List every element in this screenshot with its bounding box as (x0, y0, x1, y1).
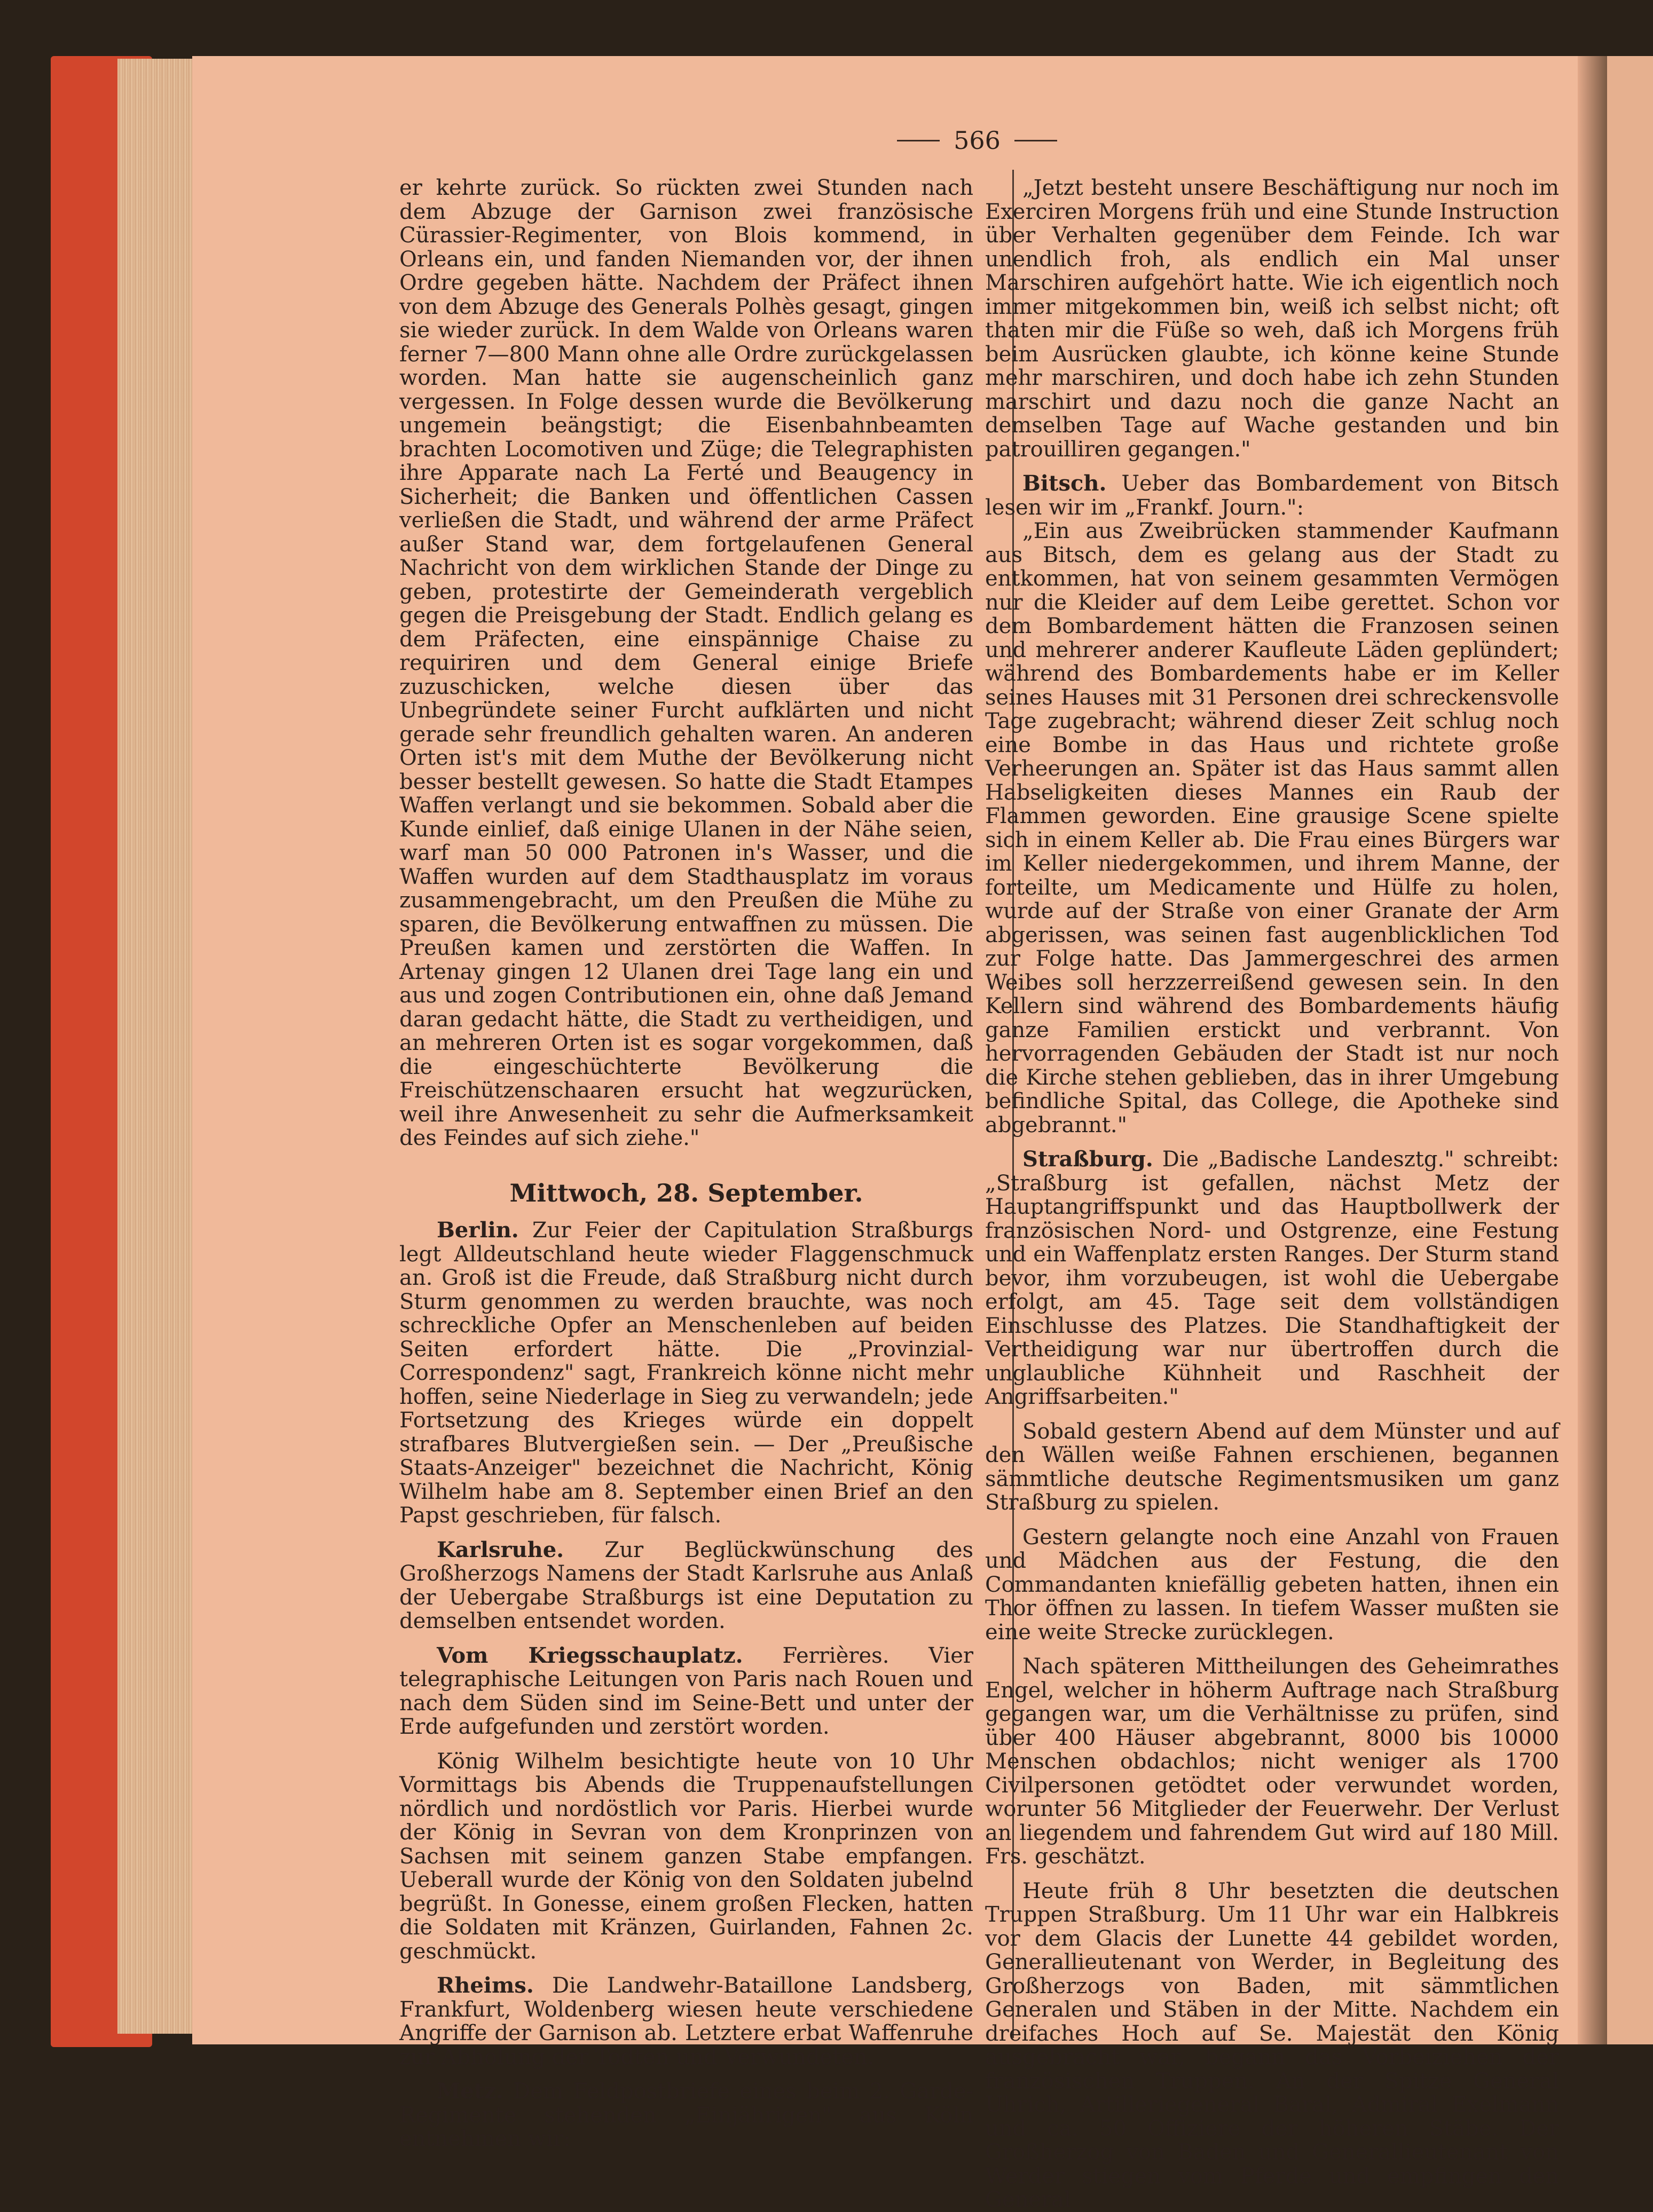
header-rule-right (1014, 140, 1057, 141)
place-lead: Karlsruhe. (437, 1537, 564, 1562)
date-heading: Mittwoch, 28. September. (509, 1178, 863, 1207)
paragraph: Sobald gestern Abend auf dem Münster und auf den Wällen weiße Fahnen erschienen, begannen sämmtliche deutsche Regimentsmusiken um ganz Straßburg zu spielen. (985, 1419, 1559, 1515)
book-gutter (1578, 56, 1607, 2044)
paragraph: er kehrte zurück. So rückten zwei Stunden nach dem Abzuge der Garnison zwei französische Cürassier-Regimenter, von Blois kommend, in Orleans ein, und fanden Niemanden vor, der ihnen Ordre gegeben hätte. Nachdem der Präfect ihnen von dem Abzuge des Generals Polhès gesagt, gingen sie wieder zurück. In dem Walde von Orleans waren ferner 7—800 Mann ohne alle Ordre zurückgelassen worden. Man hatte sie augenscheinlich ganz vergessen. In Folge dessen wurde die Bevölkerung ungemein beängstigt; die Eisenbahnbeamten brachten Locomotiven und Züge; die Telegraphisten ihre Apparate nach La Ferté und Beaugency in Sicherheit; die Banken und öffentlichen Cassen verließen die Stadt, und während der arme Präfect außer Stand war, dem fortgelaufenen General Nachricht von dem wirklichen Stande der Dinge zu geben, protestirte der Gemeinderath vergeblich gegen die Preisgebung der Stadt. Endlich gelang es dem Präfecten, eine einspännige Chaise zu requiriren und dem General einige Briefe zuzuschicken, welche diesen über das Unbegründete seiner Furcht aufklärten und nicht gerade sehr freundlich gehalten waren. An anderen Orten ist's mit dem Muthe der Bevölkerung nicht besser bestellt gewesen. So hatte die Stadt Etampes Waffen verlangt und sie bekommen. Sobald aber die Kunde einlief, daß einige Ulanen in der Nähe seien, warf man 50 000 Patronen in's Wasser, und die Waffen wurden auf dem Stadthausplatz im voraus zusammengebracht, um den Preußen die Mühe zu sparen, die Bevölkerung entwaffnen zu müssen. Die Preußen kamen und zerstörten die Waffen. In Artenay gingen 12 Ulanen drei Tage lang ein und aus und zogen Contributionen ein, ohne daß Jemand daran gedacht hätte, die Stadt zu vertheidigen, und an mehreren Orten ist es sogar vorgekommen, daß die eingeschüchterte Bevölkerung die Freischützenschaaren ersucht hat wegzurücken, weil ihre Anwesenheit zu sehr die Aufmerksamkeit des Feindes auf sich ziehe." (399, 176, 973, 1150)
left-column (399, 176, 973, 2151)
paragraph-text: Die Landwehr-Bataillone Landsberg, Frankfurt, Woldenberg wiesen heute verschiedene Angriffe der Garnison ab. Letztere erbat Waffenruhe zur Abholung der Todten und Verwundeten. (399, 1973, 973, 2069)
place-lead: Straßburg. (1022, 1147, 1153, 1172)
paragraph (399, 2080, 973, 2151)
paragraph: Heute früh 8 Uhr besetzten die deutschen Truppen Straßburg. Um 11 Uhr war ein Halbkreis vor dem Glacis der Lunette 44 gebildet worden, Generallieutenant von Werder, in Begleitung des Großherzogs von Baden, mit sämmtlichen Generalen und Stäben in der Mitte. Nachdem ein dreifaches Hoch auf Se. Majestät den König ausgebracht war, begann das Vorbeiziehen der französischen Truppen. An der Spitze General Uhrich, Artilleriegeneral Baral, Admiral Exelmann und ca. 50 Offiziere der höheren Stäbe. Der Großherzog von Baden und Generallieutenant von Werder stiegen vom Pferde und empfingen den General (985, 1878, 1559, 2212)
place-lead: Rheims. (437, 1973, 534, 1998)
place-lead: Berlin. (437, 1218, 519, 1243)
paragraph (399, 1538, 973, 1633)
page-header (886, 122, 1068, 159)
place-lead: Vom Kriegsschauplatz. (437, 1642, 743, 1668)
paragraph-text: Ueber das Bombardement von Bitsch lesen wir im „Frankf. Journ.": (985, 471, 1559, 520)
header-rule-left (897, 140, 940, 141)
paragraph (399, 1219, 973, 1528)
place-lead: Bitsch. (1022, 471, 1107, 496)
paragraph (985, 1148, 1559, 1409)
paragraph-text: Dem Feldpostbriefe eines beim 2. Garde-Regimente stehenden „Einjährigen" aus Köln entnehmen wir: (399, 2079, 973, 2151)
paragraph: „Ein aus Zweibrücken stammender Kaufmann aus Bitsch, dem es gelang aus der Stadt zu entkommen, hat von seinem gesammten Vermögen nur die Kleider auf dem Leibe gerettet. Schon vor dem Bombardement hätten die Franzosen seinen und mehrerer anderer Kaufleute Läden geplündert; während des Bombardements habe er im Keller seines Hauses mit 31 Personen drei schreckensvolle Tage zugebracht; während dieser Zeit schlug noch eine Bombe in das Haus und richtete große Verheerungen an. Später ist das Haus sammt allen Habseligkeiten dieses Mannes ein Raub der Flammen geworden. Eine grausige Scene spielte sich in einem Keller ab. Die Frau eines Bürgers war im Keller niedergekommen, und ihrem Manne, der forteilte, um Medicamente und Hülfe zu holen, wurde auf der Straße von einer Granate der Arm abgerissen, was seinen fast augenblicklichen Tod zur Folge hatte. Das Jammergeschrei des armen Weibes soll herzzerreißend gewesen sein. In den Kellern sind während des Bombardements häufig ganze Familien erstickt und verbrannt. Von hervorragenden Gebäuden der Stadt ist nur noch die Kirche stehen geblieben, das in ihrer Umgebung befindliche Spital, das College, die Apotheke sind abgebrannt." (985, 519, 1559, 1137)
paragraph (399, 1644, 973, 1739)
paragraph-text: Ferrières. Vier telegraphische Leitungen von Paris nach Rouen und nach dem Süden sind im Seine-Bett und unter der Erde aufgefunden und zerstört worden. (399, 1643, 974, 1739)
right-column (985, 176, 1559, 2212)
paragraph-text: Die „Badische Landesztg." schreibt: „Straßburg ist gefallen, nächst Metz der Hauptangriffspunkt und das Hauptbollwerk der französischen Nord- und Ostgrenze, eine Festung und ein Waffenplatz ersten Ranges. Der Sturm stand bevor, ihm vorzubeugen, ist wohl die Uebergabe erfolgt, am 45. Tage seit dem vollständigen Einschlusse des Platzes. Die Standhaftigkeit der Vertheidigung war nur übertroffen durch die unglaubliche Kühnheit und Raschheit der Angriffsarbeiten." (985, 1147, 1559, 1409)
page-number: 566 (954, 126, 1001, 155)
paragraph: König Wilhelm besichtigte heute von 10 Uhr Vormittags bis Abends die Truppenaufstellungen nördlich und nordöstlich vor Paris. Hierbei wurde der König in Sevran von dem Kronprinzen von Sachsen mit seinem ganzen Stabe empfangen. Ueberall wurde der König von den Soldaten jubelnd begrüßt. In Gonesse, einem großen Flecken, hatten die Soldaten mit Kränzen, Guirlanden, Fahnen 2c. geschmückt. (399, 1749, 973, 1964)
facing-page-edge (1607, 56, 1653, 2044)
paragraph-text: Zur Feier der Capitulation Straßburgs legt Alldeutschland heute wieder Flaggenschmuck an. Groß ist die Freude, daß Straßburg nicht durch Sturm genommen zu werden brauchte, was noch schreckliche Opfer an Menschenleben auf beiden Seiten erfordert hätte. Die „Provinzial-Correspondenz" sagt, Frankreich könne nicht mehr hoffen, seine Niederlage in Sieg zu verwandeln; jede Fortsetzung des Krieges würde ein doppelt strafbares Blutvergießen sein. — Der „Preußische Staats-Anzeiger" bezeichnet die Nachricht, König Wilhelm habe am 8. September einen Brief an den Papst geschrieben, für falsch. (399, 1218, 973, 1528)
paragraph-text: Zur Beglückwünschung des Großherzogs Namens der Stadt Karlsruhe aus Anlaß der Uebergabe Straßburgs ist eine Deputation zu demselben entsendet worden. (399, 1537, 973, 1633)
paragraph (399, 1974, 973, 2069)
paragraph: Nach späteren Mittheilungen des Geheimrathes Engel, welcher in höherm Auftrage nach Straßburg gegangen war, um die Verhältnisse zu prüfen, sind über 400 Häuser abgebrannt, 8000 bis 10000 Menschen obdachlos; nicht weniger als 1700 Civilpersonen getödtet oder verwundet worden, worunter 56 Mitglieder der Feuerwehr. Der Verlust an liegendem und fahrendem Gut wird auf 180 Mill. Frs. geschätzt. (985, 1654, 1559, 1869)
paragraph: Gestern gelangte noch eine Anzahl von Frauen und Mädchen aus der Festung, die den Commandanten kniefällig gebeten hatten, ihnen ein Thor öffnen zu lassen. In tiefem Wasser mußten sie eine weite Strecke zurücklegen. (985, 1524, 1559, 1645)
paragraph (985, 472, 1559, 519)
paragraph: „Jetzt besteht unsere Beschäftigung nur noch im Exerciren Morgens früh und eine Stunde Instruction über Verhalten gegenüber dem Feinde. Ich war unendlich froh, als endlich ein Mal unser Marschiren aufgehört hatte. Wie ich eigentlich noch immer mitgekommen bin, weiß ich selbst nicht; oft thaten mir die Füße so weh, daß ich Morgens früh beim Ausrücken glaubte, ich könne keine Stunde mehr marschiren, und doch habe ich zehn Stunden marschirt und dazu noch die ganze Nacht an demselben Tage auf Wache gestanden und bin patrouilliren gegangen." (985, 176, 1559, 462)
place-lead: Metz. (437, 2079, 503, 2104)
